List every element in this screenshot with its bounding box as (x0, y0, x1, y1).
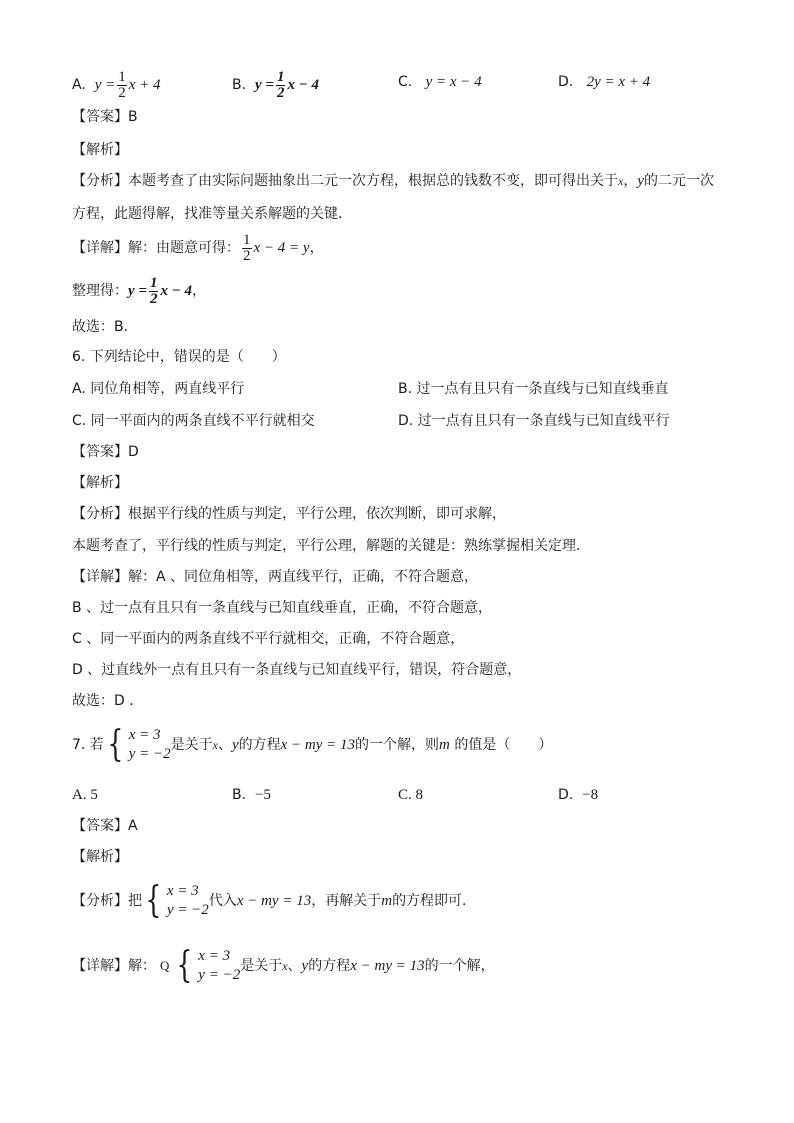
detail-text: 的方程 (308, 958, 351, 974)
math-text: x − 4 = y (253, 240, 310, 256)
fraction-numerator: 1 (149, 274, 158, 291)
q6-choose: 故选：D ． (72, 693, 144, 709)
brace-icon: { (176, 945, 193, 986)
q7-option-c: C. 8 (398, 787, 424, 803)
q5-option-a (72, 68, 161, 102)
var-x: x (618, 174, 624, 188)
option-letter: A. (72, 77, 86, 93)
q6-stem: 6. 下列结论中，错误的是（ ） (72, 349, 286, 365)
fraction-denominator: 2 (149, 290, 158, 307)
system-line-2: y = −2 (166, 902, 209, 918)
math-text: x − 4 (160, 283, 193, 299)
detail-text: 【详解】解： (72, 958, 156, 974)
math-text: x + 4 (128, 77, 161, 93)
q7-stem (72, 722, 552, 768)
analysis-text: 【分析】把 (72, 893, 142, 909)
q6-detail-line-1: 【详解】解：A 、同位角相等，两直线平行，正确，不符合题意， (72, 569, 479, 585)
stem-text: 的方程 (238, 737, 281, 753)
system-lines (129, 726, 171, 764)
option-letter: B. (232, 77, 247, 93)
separator: 、 (217, 737, 232, 753)
fraction (242, 233, 252, 264)
equation: x − my = 13 (280, 737, 356, 753)
var-x: x (212, 738, 218, 752)
comma: ， (192, 283, 207, 299)
system-line-2: y = −2 (128, 746, 171, 762)
q7-analysis (72, 878, 476, 924)
q6-detail-line-3: C 、同一平面内的两条直线不平行就相交，正确，不符合题意， (72, 631, 465, 647)
q6-analysis-line-2: 本题考查了，平行线的性质与判定，平行公理，解题的关键是：熟练掌握相关定理． (72, 538, 590, 554)
fraction-numerator: 1 (243, 231, 251, 248)
system-lines (167, 882, 209, 920)
stem-text: 是关于 (170, 737, 213, 753)
q7-jiexi-heading: 【解析】 (72, 849, 128, 865)
equation-system (104, 726, 171, 764)
math-text: y = (128, 283, 147, 299)
math-text: y = (254, 77, 274, 93)
math-text: y = (94, 77, 116, 93)
separator: 、 (287, 958, 302, 974)
comma: ， (623, 173, 638, 189)
option-letter: D. (558, 787, 574, 803)
math-text: y = x − 4 (425, 74, 482, 90)
simplify-text: 整理得： (72, 283, 128, 299)
q5-option-d (558, 73, 650, 91)
stem-text: 的值是（ ） (454, 737, 553, 753)
var-m: m (381, 893, 393, 909)
analysis-text: ，再解关于 (311, 893, 382, 909)
option-letter: B. (232, 787, 247, 803)
q7-option-b (232, 786, 271, 804)
q7-option-a: A. 5 (72, 787, 98, 803)
q5-simplify (72, 273, 206, 309)
var-y: y (231, 737, 239, 753)
var-y: y (301, 958, 309, 974)
q5-analysis-line-2: 方程，此题得解，找准等量关系解题的关键． (72, 206, 352, 222)
var-x: x (282, 959, 288, 973)
brace-icon: { (107, 724, 124, 765)
fraction-denominator: 2 (276, 84, 285, 101)
system-line-2: y = −2 (198, 967, 241, 983)
option-value: −8 (582, 787, 599, 803)
q6-detail-line-4: D 、过直线外一点有且只有一条直线与已知直线平行，错误，符合题意， (72, 662, 522, 678)
equation-system (173, 947, 240, 985)
system-line-1: x = 3 (166, 883, 199, 899)
option-value: −5 (254, 787, 271, 803)
stem-text: 的一个解，则 (355, 737, 440, 753)
brace-icon: { (145, 880, 162, 921)
q6-option-a: A. 同位角相等，两直线平行 (72, 381, 245, 397)
detail-text: 是关于 (240, 958, 283, 974)
analysis-text: 的二元一次 (644, 173, 714, 189)
equation: x − my = 13 (236, 893, 312, 909)
equation: x − my = 13 (350, 958, 425, 974)
analysis-text: 的方程即可． (392, 893, 477, 909)
q6-jiexi-heading: 【解析】 (72, 475, 128, 491)
q7-option-d (558, 786, 598, 804)
fraction (149, 276, 159, 307)
var-y: y (637, 173, 644, 189)
equation-system (142, 882, 209, 920)
q6-option-d: D. 过一点有且只有一条直线与已知直线平行 (398, 413, 670, 429)
analysis-text: 代入 (208, 893, 237, 909)
comma: ， (309, 240, 324, 256)
math-text: 2y = x + 4 (586, 74, 651, 90)
q5-jiexi-heading: 【解析】 (72, 142, 128, 158)
option-letter: C. (398, 74, 413, 90)
q5-answer: 【答案】B (72, 109, 138, 125)
option-letter: D. (558, 74, 574, 90)
math-text: x − 4 (287, 77, 320, 93)
fraction-denominator: 2 (243, 247, 251, 264)
detail-text: 的一个解， (424, 958, 495, 974)
system-line-1: x = 3 (198, 948, 231, 964)
system-lines (198, 947, 240, 985)
q6-option-b: B. 过一点有且只有一条直线与已知直线垂直 (398, 381, 669, 397)
var-m: m (439, 737, 450, 753)
stem-text: 7. 若 (72, 737, 104, 753)
q6-option-c: C. 同一平面内的两条直线不平行就相交 (72, 413, 315, 429)
fraction-numerator: 1 (276, 68, 285, 85)
system-line-1: x = 3 (128, 727, 161, 743)
q6-detail-line-2: B 、过一点有且只有一条直线与已知直线垂直，正确，不符合题意， (72, 600, 493, 616)
because-symbol-icon: Q (160, 958, 170, 973)
fraction-numerator: 1 (118, 68, 126, 85)
q7-answer: 【答案】A (72, 818, 138, 834)
q7-detail (72, 943, 495, 989)
q5-choose: 故选：B． (72, 319, 138, 335)
q5-option-c (398, 73, 482, 91)
q5-analysis-line-1 (72, 172, 714, 190)
fraction-denominator: 2 (118, 84, 126, 101)
q5-option-b (232, 68, 319, 102)
q5-detail (72, 230, 324, 266)
fraction (117, 70, 127, 101)
fraction (276, 70, 286, 101)
detail-text: 【详解】解：由题意可得： (72, 240, 240, 256)
analysis-text: 【分析】本题考查了由实际问题抽象出二元一次方程，根据总的钱数不变，即可得出关于 (72, 173, 618, 189)
q6-analysis-line-1: 【分析】根据平行线的性质与判定，平行公理，依次判断，即可求解， (72, 506, 506, 522)
q6-answer: 【答案】D (72, 444, 139, 460)
